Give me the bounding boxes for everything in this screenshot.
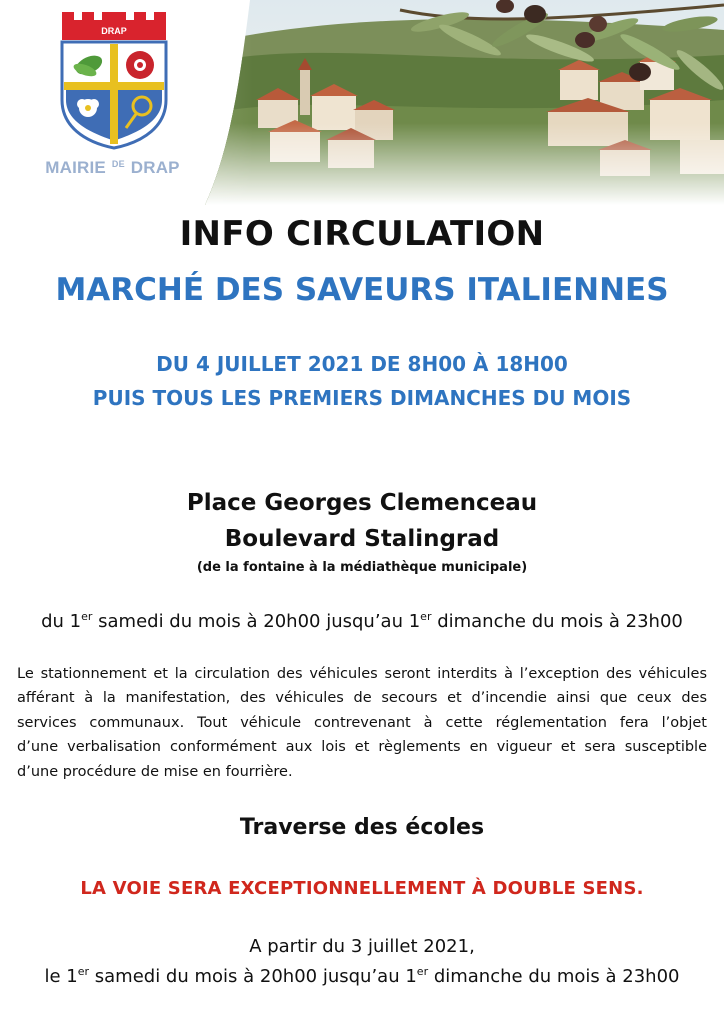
traverse-title: Traverse des écoles bbox=[239, 815, 485, 840]
regulation-paragraph bbox=[17, 662, 707, 784]
header-banner bbox=[0, 0, 724, 205]
start-date-line: A partir du 3 juillet 2021, bbox=[249, 936, 475, 957]
location-note: (de la fontaine à la médiathèque municipale) bbox=[196, 560, 528, 575]
paragraph-line: d’une procédure de mise en fourrière. bbox=[17, 763, 293, 780]
traverse-sup-2: er bbox=[416, 965, 429, 978]
drap-word: DRAP bbox=[130, 158, 180, 177]
mairie-de-drap-label bbox=[40, 158, 185, 178]
paragraph-line: services communaux. Tout véhicule contrevenant à cette réglementation fera l’objet bbox=[17, 714, 707, 731]
schedule-line bbox=[0, 611, 724, 632]
schedule-text-b: samedi du mois à 20h00 jusqu’au 1 bbox=[92, 611, 421, 632]
traverse-text-b: samedi du mois à 20h00 jusqu’au 1 bbox=[89, 966, 417, 987]
event-recurrence-line: PUIS TOUS LES PREMIERS DIMANCHES DU MOIS bbox=[92, 386, 632, 410]
schedule-sup-1: er bbox=[81, 610, 93, 623]
double-sens-notice: LA VOIE SERA EXCEPTIONNELLEMENT À DOUBLE SENS. bbox=[80, 878, 644, 899]
mairie-de-word: DE bbox=[111, 159, 125, 169]
drap-coat-of-arms bbox=[58, 10, 170, 150]
mairie-word: MAIRIE bbox=[45, 158, 106, 177]
schedule-text-c: dimanche du mois à 23h00 bbox=[431, 611, 683, 632]
paragraph-line: d’une verbalisation conformément aux lois et règlements en vigueur et sera susceptible bbox=[17, 739, 707, 756]
traverse-sup-1: er bbox=[77, 965, 90, 978]
page-title: INFO CIRCULATION bbox=[179, 214, 545, 254]
paragraph-line: Le stationnement et la circulation des véhicules seront interdits à l’exception des véhicules bbox=[17, 666, 707, 682]
paragraph-line: afférant à la manifestation, des véhicules de secours et d’incendie ainsi que ceux des bbox=[17, 690, 707, 707]
location-boulevard: Boulevard Stalingrad bbox=[224, 526, 500, 552]
location-place: Place Georges Clemenceau bbox=[186, 490, 538, 516]
schedule-text-a: du 1 bbox=[41, 611, 82, 632]
schedule-sup-2: er bbox=[420, 610, 432, 623]
traverse-text-c: dimanche du mois à 23h00 bbox=[428, 966, 680, 987]
event-title: MARCHÉ DES SAVEURS ITALIENNES bbox=[55, 272, 669, 308]
traverse-text-a: le 1 bbox=[44, 966, 78, 987]
crest-label: DRAP bbox=[101, 26, 127, 36]
traverse-schedule-line bbox=[0, 966, 724, 987]
event-date-line: DU 4 JUILLET 2021 DE 8H00 À 18H00 bbox=[156, 352, 568, 376]
